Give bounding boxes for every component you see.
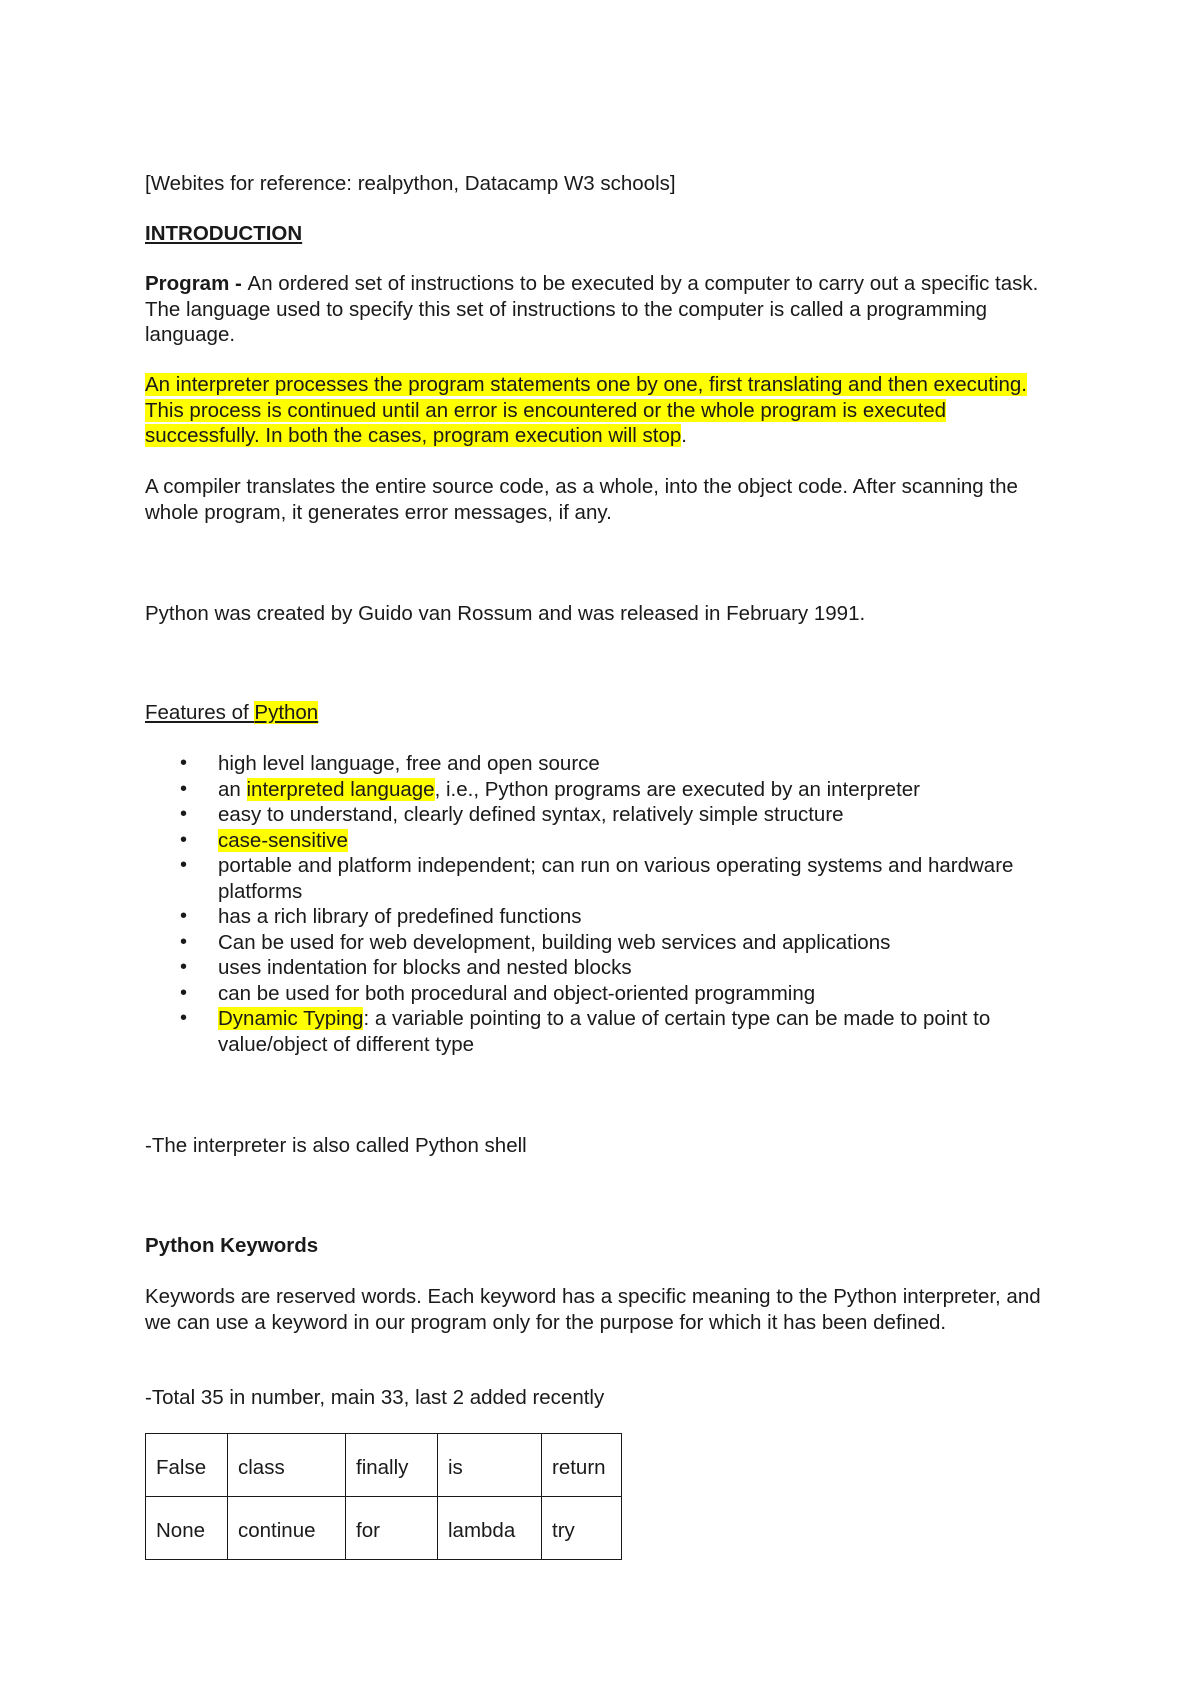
feature-item	[145, 802, 1065, 828]
feature-text-tail: : a variable pointing to a value of certain type can be made to point to value/object of different type	[218, 1007, 991, 1056]
interpreter-paragraph	[145, 372, 1065, 449]
interpreter-highlighted-text: An interpreter processes the program statements one by one, first translating and then executing. This process is continued until an error is encountered or the whole program is executed successfully. In both the cases, program execution will stop	[145, 373, 1027, 447]
keyword-cell: for	[346, 1497, 438, 1560]
bullet-icon: •	[180, 930, 188, 953]
feature-item	[145, 777, 1065, 803]
keywords-table	[145, 1433, 622, 1560]
features-heading-prefix: Features of	[145, 701, 255, 724]
shell-note: -The interpreter is also called Python shell	[145, 1134, 527, 1157]
feature-item	[145, 751, 1065, 777]
keyword-cell: lambda	[438, 1497, 542, 1560]
features-heading-highlight: Python	[254, 701, 319, 724]
introduction-heading: INTRODUCTION	[145, 222, 303, 245]
keyword-cell: continue	[228, 1497, 346, 1560]
bullet-icon: •	[180, 854, 188, 876]
keyword-cell: try	[542, 1497, 622, 1560]
keywords-description: Keywords are reserved words. Each keyword has a specific meaning to the Python interpreter, and we can use a keyword in our program only for the purpose for which it has been defined.	[145, 1285, 1041, 1334]
feature-text: high level language, free and open source	[218, 752, 600, 775]
feature-item	[145, 904, 1065, 930]
bullet-icon: •	[180, 777, 188, 800]
feature-item	[145, 828, 1065, 854]
keyword-cell: return	[542, 1434, 622, 1497]
feature-text: easy to understand, clearly defined syntax, relatively simple structure	[218, 803, 844, 826]
features-heading	[145, 700, 1065, 726]
feature-item	[145, 853, 1065, 904]
keyword-cell: is	[438, 1434, 542, 1497]
table-row	[146, 1497, 622, 1560]
bullet-icon: •	[180, 803, 188, 825]
python-creation-note: Python was created by Guido van Rossum and was released in February 1991.	[145, 602, 866, 625]
program-term: Program -	[145, 272, 248, 295]
feature-text: portable and platform independent; can run on various operating systems and hardware platforms	[218, 854, 1014, 903]
feature-highlight: interpreted language	[246, 777, 435, 801]
reference-line: [Webites for reference: realpython, Datacamp W3 schools]	[145, 172, 676, 195]
bullet-icon: •	[180, 981, 188, 1004]
keywords-table-wrapper	[145, 1433, 622, 1560]
bullet-icon: •	[180, 752, 188, 774]
program-definition	[145, 271, 1065, 348]
keyword-cell: class	[228, 1434, 346, 1497]
feature-text-tail: , i.e., Python programs are executed by an interpreter	[434, 777, 921, 801]
compiler-paragraph: A compiler translates the entire source code, as a whole, into the object code. After scanning the whole program, it generates error messages, if any.	[145, 475, 1018, 524]
feature-item	[145, 930, 1065, 956]
program-definition-text: An ordered set of instructions to be executed by a computer to carry out a specific task. The language used to specify this set of instructions to the computer is called a programming language.	[145, 272, 1039, 346]
feature-highlight: Dynamic Typing	[218, 1007, 364, 1030]
bullet-icon: •	[180, 956, 188, 978]
feature-text: uses indentation for blocks and nested blocks	[218, 956, 632, 979]
keywords-heading: Python Keywords	[145, 1234, 319, 1257]
feature-text: has a rich library of predefined functions	[218, 905, 582, 928]
feature-highlight: case-sensitive	[218, 828, 348, 852]
keyword-cell: False	[146, 1434, 228, 1497]
feature-text: Can be used for web development, building web services and applications	[218, 930, 891, 954]
keywords-count-note: -Total 35 in number, main 33, last 2 added recently	[145, 1386, 605, 1409]
bullet-icon: •	[180, 1007, 188, 1029]
bullet-icon: •	[180, 905, 188, 927]
table-row	[146, 1434, 622, 1497]
keyword-cell: finally	[346, 1434, 438, 1497]
feature-item	[145, 981, 1065, 1007]
interpreter-tail: .	[681, 424, 687, 447]
bullet-icon: •	[180, 828, 188, 851]
feature-text: can be used for both procedural and object-oriented programming	[218, 981, 816, 1005]
feature-item	[145, 1006, 1065, 1057]
keyword-cell: None	[146, 1497, 228, 1560]
feature-item	[145, 955, 1065, 981]
features-list	[145, 751, 1065, 1057]
feature-text: an	[218, 777, 247, 801]
